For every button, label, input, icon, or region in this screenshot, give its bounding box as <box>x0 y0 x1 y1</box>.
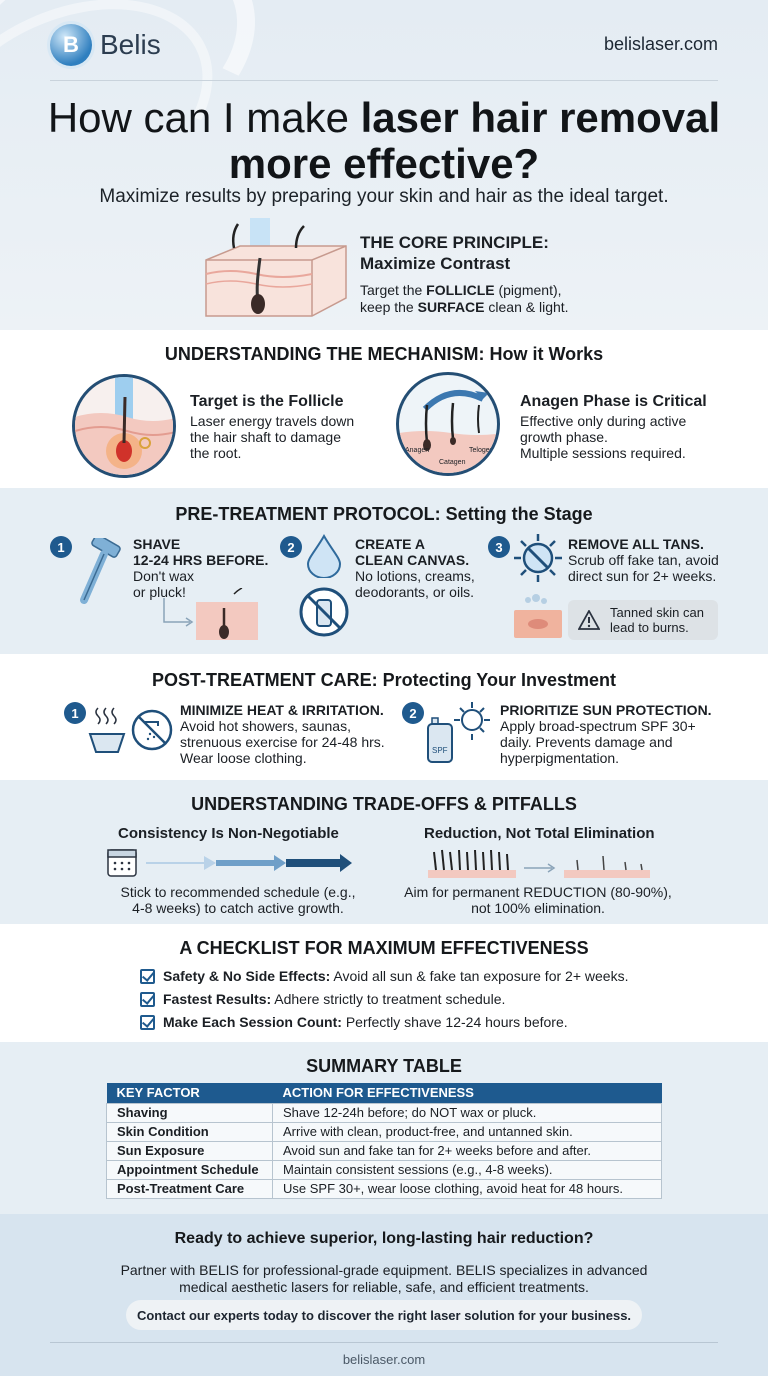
logo-mark-icon: B <box>50 24 92 66</box>
title-regular: How can I make <box>47 94 361 141</box>
no-products-icon <box>298 586 350 638</box>
checklist <box>140 968 628 1037</box>
core-principle-subtitle: Maximize Contrast <box>360 254 511 273</box>
table-header: ACTION FOR EFFECTIVENESS <box>273 1083 662 1103</box>
post-item-1-text: MINIMIZE HEAT & IRRITATION. Avoid hot showers, saunas, strenuous exercise for 24-48 hrs. Wear loose clothing. <box>180 702 385 766</box>
mechanism-left-title: Target is the Follicle <box>190 393 344 410</box>
phase-label-telogen: Telogen <box>469 447 494 454</box>
checklist-item: Safety & No Side Effects: Avoid all sun & fake tan exposure for 2+ weeks. <box>140 968 628 985</box>
section-title: UNDERSTANDING TRADE-OFFS & PITFALLS <box>191 794 577 814</box>
page-title <box>20 95 748 187</box>
hero-section <box>0 0 768 330</box>
step-2-text: CREATE A CLEAN CANVAS. No lotions, creams, deodorants, or oils. <box>355 536 475 600</box>
step-number: 2 <box>402 702 424 724</box>
warning-text: Tanned skin can lead to burns. <box>610 605 704 635</box>
follicle-target-icon <box>72 374 176 478</box>
mechanism-left-body: Laser energy travels down the hair shaft to damage the root. <box>190 413 355 461</box>
step-number: 3 <box>488 536 510 558</box>
phase-label-anagen: Anagen <box>405 447 430 454</box>
summary-table <box>106 1083 662 1199</box>
brand-name: Belis <box>100 29 161 60</box>
mechanism-right-text <box>520 392 707 461</box>
checkbox-icon <box>140 969 155 984</box>
section-title: A CHECKLIST FOR MAXIMUM EFFECTIVENESS <box>179 938 589 958</box>
checklist-item: Fastest Results: Adhere strictly to treatment schedule. <box>140 991 628 1008</box>
tradeoff-left-body: Stick to recommended schedule (e.g., 4-8 weeks) to catch active growth. <box>120 884 356 916</box>
step-number: 1 <box>64 702 86 724</box>
cta-title: Ready to achieve superior, long-lasting hair reduction? <box>174 1230 594 1247</box>
section-title: SUMMARY TABLE <box>306 1056 462 1076</box>
core-principle <box>360 232 569 316</box>
table-row: Post-Treatment Care Use SPF 30+, wear loose clothing, avoid heat for 48 hours. <box>107 1179 662 1198</box>
contact-experts-button[interactable]: Contact our experts today to discover the right laser solution for your business. <box>126 1300 642 1330</box>
cta-body: Partner with BELIS for professional-grade equipment. BELIS specializes in advanced medical aesthetic lasers for reliable, safe, and efficient treatments. <box>120 1262 648 1295</box>
mechanism-section <box>0 330 768 488</box>
core-principle-title: THE CORE PRINCIPLE: <box>360 233 549 252</box>
razor-icon <box>74 538 124 608</box>
cta-section <box>0 1214 768 1376</box>
section-title: UNDERSTANDING THE MECHANISM: How it Works <box>164 344 604 364</box>
skin-cross-section-icon <box>200 218 348 322</box>
mechanism-left-text <box>190 392 354 461</box>
pre-treatment-section <box>0 488 768 654</box>
core-principle-body: Target the FOLLICLE (pigment), keep the SURFACE clean & light. <box>360 282 569 315</box>
title-bold: laser hair removal more effective? <box>228 94 721 187</box>
tradeoff-left-title: Consistency Is Non-Negotiable <box>118 825 339 842</box>
no-sun-icon <box>512 532 564 584</box>
table-row: Skin Condition Arrive with clean, product-free, and untanned skin. <box>107 1122 662 1141</box>
phase-label-catagen: Catagen <box>439 459 466 466</box>
section-title: POST-TREATMENT CARE: Protecting Your Investment <box>151 670 617 690</box>
footer-url[interactable]: belislaser.com <box>342 1352 426 1367</box>
checkbox-icon <box>140 1015 155 1030</box>
hair-growth-cycle-icon <box>396 372 500 476</box>
mechanism-right-body: Effective only during active growth phase. Multiple sessions required. <box>520 413 687 461</box>
burn-warning <box>568 600 718 640</box>
shaved-follicle-icon <box>160 588 260 642</box>
water-drop-icon <box>304 534 344 578</box>
table-row: Shaving Shave 12-24h before; do NOT wax or pluck. <box>107 1103 662 1122</box>
tanned-skin-icon <box>512 592 564 642</box>
table-row: Sun Exposure Avoid sun and fake tan for 2+ weeks before and after. <box>107 1141 662 1160</box>
tradeoff-right-body: Aim for permanent REDUCTION (80-90%), not 100% elimination. <box>404 884 672 916</box>
checkbox-icon <box>140 992 155 1007</box>
table-row: Appointment Schedule Maintain consistent sessions (e.g., 4-8 weeks). <box>107 1160 662 1179</box>
header-divider <box>50 80 718 81</box>
page-subtitle: Maximize results by preparing your skin and hair as the ideal target. <box>99 186 669 207</box>
tradeoff-right-title: Reduction, Not Total Elimination <box>424 825 655 842</box>
mechanism-right-title: Anagen Phase is Critical <box>520 393 707 410</box>
spf-label: SPF <box>432 746 448 755</box>
step-number: 1 <box>50 536 72 558</box>
brand-logo[interactable] <box>50 24 161 66</box>
hair-reduction-icon <box>428 846 658 880</box>
table-header: KEY FACTOR <box>107 1083 273 1103</box>
no-heat-icon <box>86 704 176 760</box>
schedule-arrows-icon <box>106 848 356 880</box>
footer-divider <box>50 1342 718 1343</box>
step-number: 2 <box>280 536 302 558</box>
post-item-2-text: PRIORITIZE SUN PROTECTION. Apply broad-spectrum SPF 30+ daily. Prevents damage and hyperpigmentation. <box>500 702 712 766</box>
warning-icon <box>578 610 600 630</box>
site-url[interactable]: belislaser.com <box>603 34 718 54</box>
post-treatment-section <box>0 654 768 780</box>
checklist-item: Make Each Session Count: Perfectly shave 12-24 hours before. <box>140 1014 628 1031</box>
step-1-text: SHAVE 12-24 HRS BEFORE. Don't wax or pluck! <box>133 536 269 600</box>
tradeoffs-section <box>0 780 768 924</box>
table-header-row <box>107 1083 662 1103</box>
section-title: PRE-TREATMENT PROTOCOL: Setting the Stage <box>175 504 593 524</box>
step-3-text: REMOVE ALL TANS. Scrub off fake tan, avoid direct sun for 2+ weeks. <box>568 536 719 584</box>
